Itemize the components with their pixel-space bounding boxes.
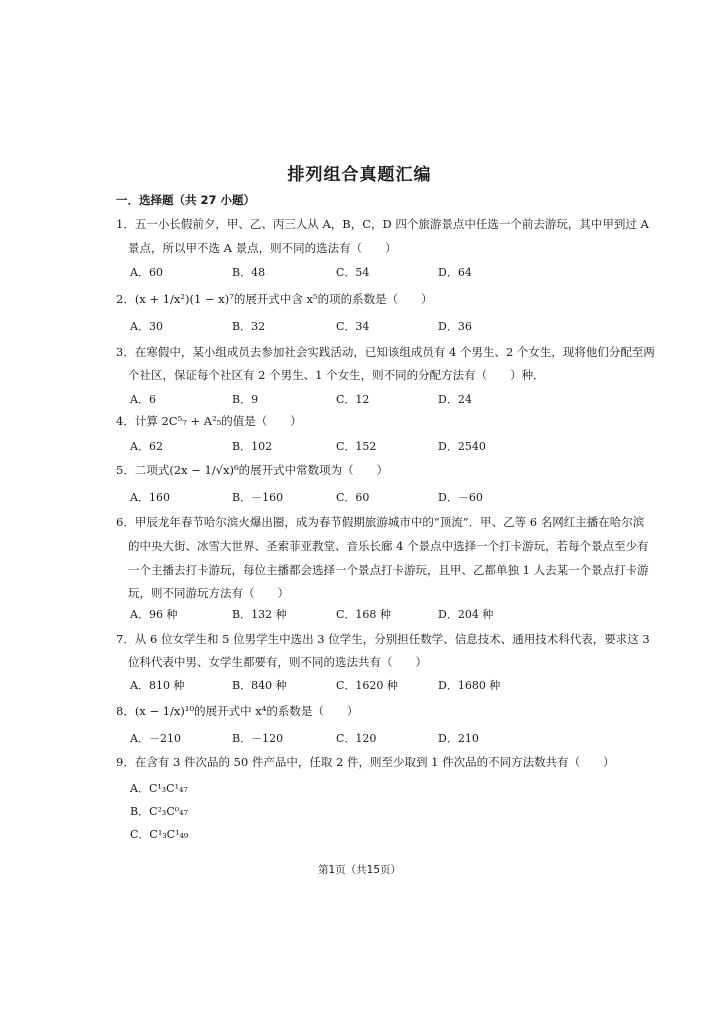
question-8-option-b: B．－120 [232, 732, 284, 745]
question-5-option-d: D．－60 [438, 491, 483, 504]
question-3-option-a: A．6 [130, 393, 156, 406]
question-6-option-c: C．168 种 [336, 608, 391, 621]
question-6-line-4: 玩，则不同游玩方法有（ ） [128, 586, 289, 600]
section-heading: 一．选择题（共 27 小题） [116, 193, 256, 207]
question-2-option-a: A．30 [130, 320, 163, 333]
question-7-line-2: 位科代表中男、女学生都要有，则不同的选法共有（ ） [128, 655, 427, 669]
question-2-option-d: D．36 [438, 320, 472, 333]
page-footer: 第1页（共15页） [317, 864, 402, 876]
question-7-option-a: A．810 种 [130, 679, 185, 692]
question-1-line-2: 景点，所以甲不选 A 景点，则不同的选法有（ ） [128, 241, 397, 255]
question-7-option-d: D．1680 种 [438, 679, 501, 692]
question-4-option-d: D．2540 [438, 440, 486, 453]
question-2-option-b: B．32 [232, 320, 266, 333]
question-5-option-a: A．160 [130, 491, 170, 504]
question-7-line-1: 7．从 6 位女学生和 5 位男学生中选出 3 位学生，分别担任数学、信息技术、通用技术科代表，要求这 3 [116, 632, 650, 646]
question-8-option-a: A．－210 [130, 732, 181, 745]
question-2-option-c: C．34 [336, 320, 370, 333]
question-8-option-d: D．210 [438, 732, 479, 745]
question-3-line-1: 3．在寒假中，某小组成员去参加社会实践活动，已知该组成员有 4 个男生、2 个女生，现将他们分配至两 [116, 345, 655, 359]
question-1-option-a: A．60 [130, 266, 163, 279]
question-1-option-b: B．48 [232, 266, 266, 279]
question-5-line-1: 5．二项式(2x − 1/√x)⁶的展开式中常数项为（ ） [116, 463, 389, 477]
question-9-line-1: 9．在含有 3 件次品的 50 件产品中，任取 2 件，则至少取到 1 件次品的不同方法数共有（ ） [116, 755, 615, 769]
question-6-line-3: 一个主播去打卡游玩，每位主播都会选择一个景点打卡游玩，且甲、乙都单独 1 人去某一个景点打卡游 [128, 563, 649, 577]
question-8-line-1: 8．(x − 1/x)¹⁰的展开式中 x⁴的系数是（ ） [116, 704, 359, 718]
question-9-option-c: C．C¹₃C¹₄₉ [130, 828, 189, 841]
question-7-option-c: C．1620 种 [336, 679, 398, 692]
question-1-line-1: 1．五一小长假前夕，甲、乙、丙三人从 A，B，C，D 四个旅游景点中任选一个前去游玩，其中甲到过 A [116, 217, 649, 231]
question-1-option-c: C．54 [336, 266, 370, 279]
question-1-option-d: D．64 [438, 266, 472, 279]
question-5-option-b: B．－160 [232, 491, 284, 504]
question-9-option-b: B．C²₃C⁰₄₇ [130, 805, 188, 818]
question-3-option-b: B．9 [232, 393, 259, 406]
question-6-line-2: 的中央大街、冰雪大世界、圣索菲亚教堂、音乐长廊 4 个景点中选择一个打卡游玩，若每个景点至少有 [128, 539, 649, 553]
question-6-option-d: D．204 种 [438, 608, 494, 621]
document-title: 排列组合真题汇编 [287, 165, 432, 185]
question-3-line-2: 个社区，保证每个社区有 2 个男生、1 个女生，则不同的分配方法有（ ）种． [128, 368, 545, 382]
question-3-option-c: C．12 [336, 393, 370, 406]
question-4-option-a: A．62 [130, 440, 163, 453]
question-9-option-a: A．C¹₃C¹₄₇ [130, 782, 188, 795]
question-5-option-c: C．60 [336, 491, 370, 504]
question-7-option-b: B．840 种 [232, 679, 287, 692]
question-2-line-1: 2．(x + 1/x²)(1 − x)⁷的展开式中含 x⁵的项的系数是（ ） [116, 292, 433, 306]
question-6-option-b: B．132 种 [232, 608, 287, 621]
question-8-option-c: C．120 [336, 732, 377, 745]
question-6-option-a: A．96 种 [130, 608, 178, 621]
question-4-option-c: C．152 [336, 440, 377, 453]
question-4-line-1: 4．计算 2C⁵₇ + A²₅的值是（ ） [116, 414, 302, 428]
question-6-line-1: 6．甲辰龙年春节哈尔滨火爆出圈，成为春节假期旅游城市中的“顶流”．甲、乙等 6 名网红主播在哈尔滨 [116, 515, 645, 529]
question-3-option-d: D．24 [438, 393, 472, 406]
question-4-option-b: B．102 [232, 440, 273, 453]
